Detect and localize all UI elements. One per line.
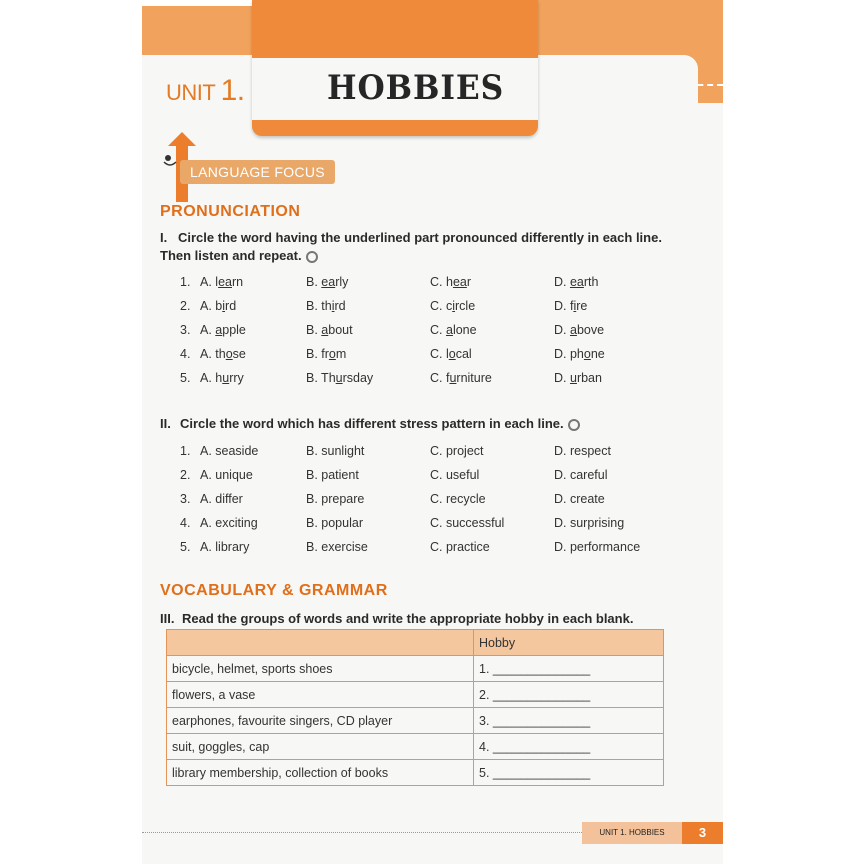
- answer-option[interactable]: [430, 275, 471, 289]
- answer-option[interactable]: D. create: [554, 492, 605, 506]
- word-part: D. f: [554, 299, 574, 313]
- underlined-letters: i: [452, 299, 456, 313]
- underlined-letters: a: [445, 323, 453, 337]
- page-title: HOBBIES: [327, 68, 505, 108]
- answer-option[interactable]: [200, 347, 246, 361]
- answer-option[interactable]: A. unique: [200, 468, 253, 482]
- answer-option[interactable]: B. popular: [306, 516, 363, 530]
- word-part: C. c: [430, 299, 453, 313]
- answer-option[interactable]: [554, 275, 598, 289]
- word-part: bout: [328, 323, 353, 337]
- word-part: 5.: [180, 371, 191, 385]
- word-part: rth: [583, 275, 599, 289]
- answer-option[interactable]: B. sunlight: [306, 444, 365, 458]
- word-part: rn: [231, 275, 244, 289]
- answer-option[interactable]: C. project: [430, 444, 484, 458]
- word-part: rban: [576, 371, 602, 385]
- answer-blank[interactable]: 3. ______________: [474, 708, 664, 734]
- word-part: r: [466, 275, 472, 289]
- underlined-letters: o: [328, 347, 336, 361]
- word-part: 5.: [180, 540, 191, 554]
- word-part: A. th: [200, 347, 226, 361]
- answer-option[interactable]: [200, 323, 246, 337]
- answer-option[interactable]: [554, 299, 587, 313]
- table-row: [167, 656, 664, 682]
- answer-option[interactable]: B. patient: [306, 468, 359, 482]
- answer-option[interactable]: [430, 299, 475, 313]
- answer-option[interactable]: D. performance: [554, 540, 641, 554]
- audio-icon[interactable]: [306, 251, 318, 263]
- word-part: B.: [306, 275, 322, 289]
- underlined-letters: o: [583, 347, 591, 361]
- word-part: A. h: [200, 371, 223, 385]
- list-item: [180, 492, 680, 512]
- answer-option[interactable]: C. recycle: [430, 492, 486, 506]
- table-row: [167, 682, 664, 708]
- word-part: A.: [200, 323, 216, 337]
- word-part: pple: [222, 323, 246, 337]
- list-item: [180, 468, 680, 488]
- answer-option[interactable]: C. practice: [430, 540, 490, 554]
- word-part: 4.: [180, 347, 191, 361]
- word-part: B. fr: [306, 347, 329, 361]
- word-part: rd: [334, 299, 346, 313]
- underlined-letters: u: [569, 371, 577, 385]
- answer-option[interactable]: [200, 299, 236, 313]
- word-part: 3.: [180, 492, 191, 506]
- answer-option[interactable]: D. surprising: [554, 516, 625, 530]
- word-part: 1.: [180, 444, 191, 458]
- answer-option[interactable]: A. differ: [200, 492, 243, 506]
- list-item: [180, 275, 680, 295]
- list-item: [180, 540, 680, 560]
- answer-option[interactable]: D. careful: [554, 468, 608, 482]
- answer-option[interactable]: C. useful: [430, 468, 480, 482]
- list-item: [180, 516, 680, 536]
- words-cell: suit, goggles, cap: [167, 734, 474, 760]
- word-part: rcle: [455, 299, 476, 313]
- answer-blank[interactable]: 4. ______________: [474, 734, 664, 760]
- answer-option[interactable]: C. successful: [430, 516, 505, 530]
- underlined-letters: ea: [569, 275, 584, 289]
- underlined-letters: i: [573, 299, 577, 313]
- answer-option[interactable]: [554, 347, 605, 361]
- answer-option[interactable]: D. respect: [554, 444, 611, 458]
- table-row: [167, 708, 664, 734]
- word-part: re: [576, 299, 588, 313]
- underlined-letters: ea: [321, 275, 336, 289]
- answer-option[interactable]: [306, 347, 346, 361]
- answer-option[interactable]: [200, 275, 243, 289]
- word-part: rd: [225, 299, 237, 313]
- header-band-edge: [142, 0, 252, 6]
- language-focus-badge: LANGUAGE FOCUS: [180, 160, 335, 184]
- words-cell: earphones, favourite singers, CD player: [167, 708, 474, 734]
- page-number: 3: [682, 822, 723, 844]
- answer-option[interactable]: A. seaside: [200, 444, 259, 458]
- answer-blank[interactable]: 5. ______________: [474, 760, 664, 786]
- table-row: [167, 760, 664, 786]
- underlined-letters: a: [215, 323, 223, 337]
- underlined-letters: ea: [452, 275, 467, 289]
- table-row: [167, 734, 664, 760]
- word-part: 2.: [180, 468, 191, 482]
- word-part: D.: [554, 371, 570, 385]
- word-part: cal: [455, 347, 472, 361]
- word-part: B. th: [306, 299, 332, 313]
- word-part: rry: [229, 371, 244, 385]
- word-part: rniture: [456, 371, 492, 385]
- underlined-letters: i: [222, 299, 226, 313]
- underlined-letters: i: [331, 299, 335, 313]
- word-part: 1.: [180, 275, 191, 289]
- words-cell: flowers, a vase: [167, 682, 474, 708]
- word-part: rsday: [342, 371, 374, 385]
- underlined-letters: o: [448, 347, 456, 361]
- word-part: 3.: [180, 323, 191, 337]
- answer-option[interactable]: B. exercise: [306, 540, 368, 554]
- answer-option[interactable]: [430, 347, 472, 361]
- word-part: A.: [200, 275, 216, 289]
- answer-option[interactable]: A. library: [200, 540, 250, 554]
- answer-option[interactable]: [430, 323, 477, 337]
- answer-option[interactable]: [306, 275, 348, 289]
- audio-icon[interactable]: [568, 419, 580, 431]
- word-part: l: [215, 275, 219, 289]
- word-part: D.: [554, 275, 570, 289]
- table-header-cell: Hobby: [474, 630, 664, 656]
- underlined-letters: ea: [218, 275, 232, 289]
- answer-blank[interactable]: 2. ______________: [474, 682, 664, 708]
- word-part: B. Th: [306, 371, 336, 385]
- word-part: 2.: [180, 299, 191, 313]
- underlined-letters: a: [569, 323, 577, 337]
- list-item: [180, 299, 680, 319]
- table-header-cell: [167, 630, 474, 656]
- word-part: 4.: [180, 516, 191, 530]
- vocabulary-heading: VOCABULARY & GRAMMAR: [160, 582, 388, 599]
- workbook-page: [142, 0, 723, 864]
- underlined-letters: o: [225, 347, 233, 361]
- exercise-1-instruction: I. Circle the word having the underlined part pronounced differently in each line. Then listen and repeat.: [160, 230, 662, 263]
- footer: [582, 822, 723, 844]
- answer-option[interactable]: A. exciting: [200, 516, 258, 530]
- list-item: [180, 444, 680, 464]
- unit-label: UNIT 1.: [166, 74, 245, 107]
- underlined-letters: u: [335, 371, 343, 385]
- word-part: C.: [430, 323, 446, 337]
- word-part: bove: [576, 323, 605, 337]
- list-item: [180, 347, 680, 367]
- answer-option[interactable]: [200, 371, 244, 385]
- table-header-row: [167, 630, 664, 656]
- underlined-letters: u: [449, 371, 457, 385]
- hobby-table: [166, 629, 664, 786]
- word-part: C. l: [430, 347, 449, 361]
- footer-divider: [142, 832, 582, 833]
- list-item: [180, 371, 680, 391]
- words-cell: library membership, collection of books: [167, 760, 474, 786]
- word-part: C. f: [430, 371, 450, 385]
- word-part: lone: [452, 323, 477, 337]
- words-cell: bicycle, helmet, sports shoes: [167, 656, 474, 682]
- footer-label: UNIT 1. HOBBIES: [582, 822, 682, 844]
- exercise-3-instruction: III. Read the groups of words and write the appropriate hobby in each blank.: [160, 611, 634, 626]
- underlined-letters: a: [321, 323, 329, 337]
- word-part: C. h: [430, 275, 453, 289]
- word-part: A. b: [200, 299, 223, 313]
- pronunciation-heading: PRONUNCIATION: [160, 203, 301, 220]
- answer-option[interactable]: [306, 299, 346, 313]
- word-part: ne: [590, 347, 605, 361]
- answer-option[interactable]: [554, 323, 604, 337]
- word-part: se: [232, 347, 246, 361]
- answer-option[interactable]: [306, 323, 353, 337]
- answer-option[interactable]: [430, 371, 492, 385]
- word-part: B.: [306, 323, 322, 337]
- underlined-letters: u: [222, 371, 230, 385]
- word-part: D. ph: [554, 347, 584, 361]
- word-part: m: [335, 347, 347, 361]
- word-part: D.: [554, 323, 570, 337]
- exercise-2-instruction: II. Circle the word which has different stress pattern in each line.: [160, 415, 670, 433]
- answer-option[interactable]: [306, 371, 373, 385]
- list-item: [180, 323, 680, 343]
- answer-option[interactable]: B. prepare: [306, 492, 365, 506]
- answer-blank[interactable]: 1. ______________: [474, 656, 664, 682]
- word-part: rly: [335, 275, 349, 289]
- answer-option[interactable]: [554, 371, 602, 385]
